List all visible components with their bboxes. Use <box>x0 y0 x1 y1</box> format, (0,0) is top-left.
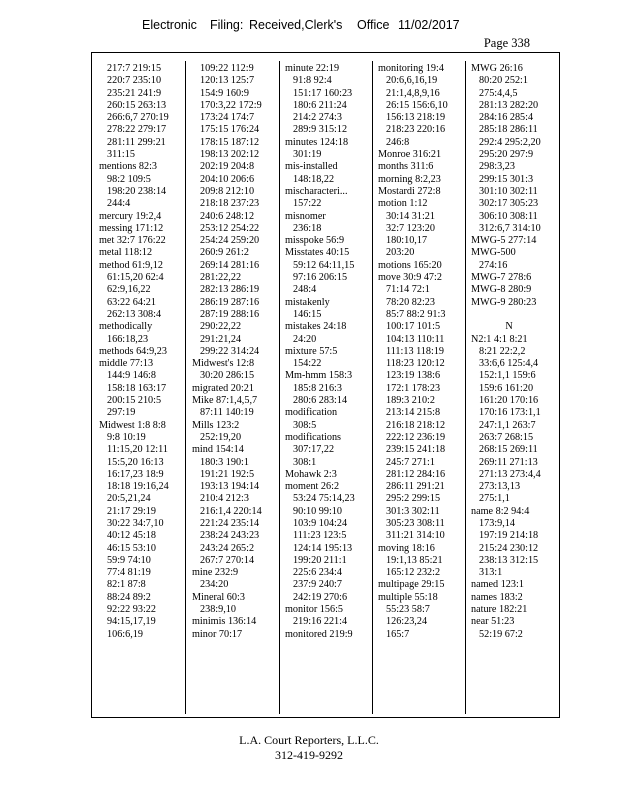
index-entry-refs: 30:22 34:7,10 <box>107 517 164 529</box>
index-entry-refs: 21:1,4,8,9,16 <box>386 87 440 99</box>
index-entry-refs: 209:8 212:10 <box>200 185 255 197</box>
index-entry-refs: 280:6 283:14 <box>293 395 348 407</box>
index-entry-refs: 144:9 146:8 <box>107 370 156 382</box>
index-entry: moment 26:2 <box>285 481 340 493</box>
index-entry-refs: 235:21 241:9 <box>107 87 162 99</box>
index-entry-refs: 94:15,17,19 <box>107 616 156 628</box>
index-entry-refs: 98:2 109:5 <box>107 173 151 185</box>
index-entry-refs: 159:6 161:20 <box>479 382 534 394</box>
index-entry: moving 18:16 <box>378 542 435 554</box>
index-entry: modifications <box>285 431 342 443</box>
index-entry-refs: 180:6 211:24 <box>293 99 347 111</box>
index-entry-refs: 202:19 204:8 <box>200 161 255 173</box>
index-entry-refs: 218:18 237:23 <box>200 198 260 210</box>
index-column-2 <box>187 63 282 717</box>
index-entry-refs: 62:9,16,22 <box>107 284 151 296</box>
index-entry-refs: 278:22 279:17 <box>107 124 167 136</box>
index-entry-refs: 305:23 308:11 <box>386 517 445 529</box>
index-entry-refs: 20:5,21,24 <box>107 493 151 505</box>
index-entry-refs: 292:4 295:2,20 <box>479 136 541 148</box>
index-entry-refs: 166:18,23 <box>107 333 149 345</box>
index-entry-refs: 215:24 230:12 <box>479 542 539 554</box>
index-entry-refs: 281:13 282:20 <box>479 99 539 111</box>
header-office: Office <box>357 18 390 32</box>
index-entry-refs: 225:6 234:4 <box>293 567 342 579</box>
index-entry-refs: 46:15 53:10 <box>107 542 156 554</box>
index-entry: monitoring 19:4 <box>378 63 444 74</box>
section-letter: N <box>505 321 513 333</box>
index-entry-refs: 281:11 299:21 <box>107 136 166 148</box>
index-entry <box>471 309 563 321</box>
index-entry-refs: 285:18 286:11 <box>479 124 538 136</box>
index-entry: nature 182:21 <box>471 604 528 616</box>
index-entry-refs: 240:6 248:12 <box>200 210 255 222</box>
index-entry-refs: 219:16 221:4 <box>293 616 348 628</box>
index-entry-refs: 189:3 210:2 <box>386 395 435 407</box>
index-entry-refs: 88:24 89:2 <box>107 591 151 603</box>
index-entry-refs: 216:18 218:12 <box>386 419 446 431</box>
index-entry: migrated 20:21 <box>192 382 254 394</box>
index-entry: mine 232:9 <box>192 567 239 579</box>
index-entry: messing 171:12 <box>99 222 164 234</box>
index-entry-refs: 53:24 75:14,23 <box>293 493 355 505</box>
index-entry-refs: 172:1 178:23 <box>386 382 441 394</box>
index-entry: minute 22:19 <box>285 63 340 74</box>
index-entry-refs: 197:19 214:18 <box>479 530 539 542</box>
index-entry-refs: 217:7 219:15 <box>107 63 162 74</box>
index-entry-refs: 313:1 <box>479 567 503 579</box>
index-entry-refs: 91:8 92:4 <box>293 75 332 87</box>
index-entry-refs: 63:22 64:21 <box>107 296 156 308</box>
index-entry-refs: 173:24 174:7 <box>200 112 255 124</box>
header-date: 11/02/2017 <box>398 18 460 32</box>
index-entry-refs: 238:24 243:23 <box>200 530 260 542</box>
index-entry: minor 70:17 <box>192 628 243 640</box>
index-entry: mistakenly <box>285 296 330 308</box>
index-entry-refs: 103:9 104:24 <box>293 517 348 529</box>
index-entry-refs: 170:3,22 172:9 <box>200 99 262 111</box>
index-entry: MWG-8 280:9 <box>471 284 532 296</box>
header-filing: Filing: <box>210 18 244 32</box>
index-entry-refs: 180:10,17 <box>386 235 428 247</box>
index-entry-refs: 154:22 <box>293 358 322 370</box>
index-entry-refs: 308:1 <box>293 456 317 468</box>
index-entry: N2:1 4:1 8:21 <box>471 333 528 345</box>
index-entry-refs: 173:9,14 <box>479 517 515 529</box>
index-entry-refs: 269:14 281:16 <box>200 259 260 271</box>
index-entry-refs: 238:9,10 <box>200 604 236 616</box>
index-entry: MWG-9 280:23 <box>471 296 537 308</box>
index-entry-refs: 82:1 87:8 <box>107 579 146 591</box>
header-electronic: Electronic <box>142 18 197 32</box>
index-entry-refs: 9:8 10:19 <box>107 431 146 443</box>
index-entry-refs: 157:22 <box>293 198 322 210</box>
index-entry-refs: 165:7 <box>386 628 410 640</box>
index-entry: near 51:23 <box>471 616 515 628</box>
index-entry-refs: 80:20 252:1 <box>479 75 528 87</box>
index-entry-refs: 52:19 67:2 <box>479 628 523 640</box>
index-entry-refs: 203:20 <box>386 247 415 259</box>
index-entry-refs: 204:10 206:6 <box>200 173 255 185</box>
index-entry-refs: 253:12 254:22 <box>200 222 260 234</box>
index-entry-refs: 118:23 120:12 <box>386 358 445 370</box>
index-entry: months 311:6 <box>378 161 434 173</box>
index-entry-refs: 161:20 170:16 <box>479 395 539 407</box>
index-entry-refs: 260:9 261:2 <box>200 247 249 259</box>
index-entry: mixture 57:5 <box>285 345 338 357</box>
index-entry-refs: 254:24 259:20 <box>200 235 260 247</box>
index-entry-refs: 180:3 190:1 <box>200 456 249 468</box>
index-entry: middle 77:13 <box>99 358 154 370</box>
index-entry-refs: 106:6,19 <box>107 628 143 640</box>
index-entry-refs: 32:7 123:20 <box>386 222 435 234</box>
index-entry-refs: 291:21,24 <box>200 333 242 345</box>
index-entry-refs: 158:18 163:17 <box>107 382 167 394</box>
index-entry-refs: 220:7 235:10 <box>107 75 162 87</box>
index-entry: MWG-500 <box>471 247 516 259</box>
index-entry-refs: 15:5,20 16:13 <box>107 456 164 468</box>
index-column-5 <box>466 63 563 717</box>
index-entry: met 32:7 176:22 <box>99 235 166 247</box>
index-entry-refs: 308:5 <box>293 419 317 431</box>
index-entry-refs: 218:23 220:16 <box>386 124 446 136</box>
index-entry-refs: 216:1,4 220:14 <box>200 505 262 517</box>
index-entry-refs: 111:13 118:19 <box>386 345 445 357</box>
index-entry-refs: 243:24 265:2 <box>200 542 255 554</box>
index-entry: Midwest 1:8 8:8 <box>99 419 166 431</box>
index-entry-refs: 298:3,23 <box>479 161 515 173</box>
index-entry: Mohawk 2:3 <box>285 468 337 480</box>
index-entry: minutes 124:18 <box>285 136 349 148</box>
index-entry-refs: 8:21 22:2,2 <box>479 345 526 357</box>
index-entry-refs: 21:17 29:19 <box>107 505 156 517</box>
index-entry-refs: 97:16 206:15 <box>293 272 348 284</box>
index-entry-refs: 71:14 72:1 <box>386 284 430 296</box>
index-entry-refs: 252:19,20 <box>200 431 242 443</box>
index-entry-refs: 40:12 45:18 <box>107 530 156 542</box>
index-entry-refs: 238:13 312:15 <box>479 554 539 566</box>
index-entry: metal 118:12 <box>99 247 153 259</box>
index-entry-refs: 275:4,4,5 <box>479 87 518 99</box>
index-entry: multiple 55:18 <box>378 591 438 603</box>
index-entry-refs: 61:15,20 62:4 <box>107 272 164 284</box>
index-entry-refs: 275:1,1 <box>479 493 510 505</box>
index-column-3 <box>280 63 375 717</box>
column-divider <box>185 61 186 714</box>
index-entry: mind 154:14 <box>192 444 244 456</box>
index-entry-refs: 151:17 160:23 <box>293 87 353 99</box>
index-entry-refs: 33:6,6 125:4,4 <box>479 358 539 370</box>
index-entry: Midwest's 12:8 <box>192 358 255 370</box>
index-entry-refs: 301:19 <box>293 149 322 161</box>
index-entry-refs: 311:15 <box>107 149 135 161</box>
index-entry-refs: 287:19 288:16 <box>200 308 260 320</box>
index-entry-refs: 30:14 31:21 <box>386 210 435 222</box>
index-entry-refs: 213:14 215:8 <box>386 407 441 419</box>
index-entry-refs: 120:13 125:7 <box>200 75 255 87</box>
index-entry-refs: 87:11 140:19 <box>200 407 254 419</box>
index-entry: motions 165:20 <box>378 259 442 271</box>
index-entry: method 61:9,12 <box>99 259 163 271</box>
index-entry: monitored 219:9 <box>285 628 353 640</box>
index-entry-refs: 312:6,7 314:10 <box>479 222 541 234</box>
index-column-1 <box>94 63 187 717</box>
index-entry-refs: 78:20 82:23 <box>386 296 435 308</box>
index-entry-refs: 307:17,22 <box>293 444 335 456</box>
index-entry: methods 64:9,23 <box>99 345 167 357</box>
index-entry-refs: 191:21 192:5 <box>200 468 255 480</box>
index-entry: Mike 87:1,4,5,7 <box>192 395 258 407</box>
index-entry-refs: 295:20 297:9 <box>479 149 534 161</box>
index-entry-refs: 236:18 <box>293 222 322 234</box>
index-entry: Mostardi 272:8 <box>378 185 441 197</box>
index-entry-refs: 248:4 <box>293 284 317 296</box>
index-entry-refs: 156:13 218:19 <box>386 112 446 124</box>
index-entry-refs: 19:1,13 85:21 <box>386 554 443 566</box>
index-entry: MWG 26:16 <box>471 63 523 74</box>
index-entry-refs: 284:16 285:4 <box>479 112 534 124</box>
index-entry-refs: 111:23 123:5 <box>293 530 347 542</box>
index-entry-refs: 77:4 81:19 <box>107 567 151 579</box>
index-entry: MWG-5 277:14 <box>471 235 537 247</box>
index-entry-refs: 246:8 <box>386 136 410 148</box>
index-entry-refs: 148:18,22 <box>293 173 335 185</box>
index-entry-refs: 262:13 308:4 <box>107 308 162 320</box>
index-entry-refs: 85:7 88:2 91:3 <box>386 308 446 320</box>
index-entry-refs: 11:15,20 12:11 <box>107 444 168 456</box>
index-entry-refs: 178:15 187:12 <box>200 136 260 148</box>
filing-header <box>0 18 618 38</box>
index-entry-refs: 281:22,22 <box>200 272 242 284</box>
index-entry-refs: 301:3 302:11 <box>386 505 440 517</box>
index-entry-refs: 245:7 271:1 <box>386 456 435 468</box>
index-frame <box>91 52 560 718</box>
index-entry-refs: 18:18 19:16,24 <box>107 481 169 493</box>
index-entry-refs: 290:22,22 <box>200 321 242 333</box>
index-entry-refs: 126:23,24 <box>386 616 428 628</box>
index-entry-refs: 289:9 315:12 <box>293 124 348 136</box>
index-entry: modification <box>285 407 338 419</box>
index-entry: mis-installed <box>285 161 338 173</box>
index-entry-refs: 199:20 211:1 <box>293 554 347 566</box>
index-entry-refs: 281:12 284:16 <box>386 468 446 480</box>
index-entry-refs: 295:2 299:15 <box>386 493 441 505</box>
index-entry-refs: 30:20 286:15 <box>200 370 255 382</box>
index-entry-refs: 273:13,13 <box>479 481 521 493</box>
index-entry-refs: 299:15 301:3 <box>479 173 534 185</box>
index-entry-refs: 59:9 74:10 <box>107 554 151 566</box>
index-entry-refs: 170:16 173:1,1 <box>479 407 541 419</box>
index-entry-refs: 109:22 112:9 <box>200 63 254 74</box>
index-entry: name 8:2 94:4 <box>471 505 530 517</box>
index-entry: Misstates 40:15 <box>285 247 350 259</box>
index-entry-refs: 239:15 241:18 <box>386 444 446 456</box>
index-entry-refs: 193:13 194:14 <box>200 481 260 493</box>
index-entry: motion 1:12 <box>378 198 428 210</box>
index-entry: Mineral 60:3 <box>192 591 245 603</box>
index-entry: names 183:2 <box>471 591 523 603</box>
index-entry: move 30:9 47:2 <box>378 272 442 284</box>
page-number: Page 338 <box>483 36 530 50</box>
index-entry-refs: 16:17,23 18:9 <box>107 468 164 480</box>
index-entry-refs: 247:1,1 263:7 <box>479 419 536 431</box>
index-entry: mistakes 24:18 <box>285 321 347 333</box>
index-entry: morning 8:2,23 <box>378 173 441 185</box>
index-entry-refs: 263:7 268:15 <box>479 431 534 443</box>
index-entry-refs: 242:19 270:6 <box>293 591 348 603</box>
index-entry-refs: 146:15 <box>293 308 322 320</box>
index-entry: Mm-hmm 158:3 <box>285 370 353 382</box>
index-entry-refs: 260:15 263:13 <box>107 99 167 111</box>
index-entry-refs: 266:6,7 270:19 <box>107 112 169 124</box>
index-entry-refs: 286:11 291:21 <box>386 481 445 493</box>
index-entry-refs: 267:7 270:14 <box>200 554 255 566</box>
index-entry: multipage 29:15 <box>378 579 445 591</box>
index-entry-refs: 152:1,1 159:6 <box>479 370 536 382</box>
footer-company: L.A. Court Reporters, L.L.C. <box>239 733 379 747</box>
index-entry-refs: 302:17 305:23 <box>479 198 539 210</box>
index-entry-refs: 237:9 240:7 <box>293 579 342 591</box>
index-entry-refs: 20:6,6,16,19 <box>386 75 438 87</box>
index-entry-refs: 222:12 236:19 <box>386 431 446 443</box>
index-entry-refs: 269:11 271:13 <box>479 456 538 468</box>
index-entry-refs: 311:21 314:10 <box>386 530 445 542</box>
footer-phone: 312-419-9292 <box>275 748 343 762</box>
index-entry: mercury 19:2,4 <box>99 210 162 222</box>
index-entry-refs: 244:4 <box>107 198 131 210</box>
index-entry: methodically <box>99 321 153 333</box>
index-entry: minimis 136:14 <box>192 616 257 628</box>
index-entry-refs: 123:19 138:6 <box>386 370 441 382</box>
header-received: Received,Clerk's <box>249 18 343 32</box>
index-entry-refs: 90:10 99:10 <box>293 505 342 517</box>
index-entry-refs: 26:15 156:6,10 <box>386 99 448 111</box>
index-entry: MWG-7 278:6 <box>471 272 532 284</box>
index-entry-refs: 198:20 238:14 <box>107 185 167 197</box>
index-entry-refs: 268:15 269:11 <box>479 444 538 456</box>
index-entry-refs: 154:9 160:9 <box>200 87 249 99</box>
index-entry-refs: 234:20 <box>200 579 229 591</box>
index-entry-refs: 175:15 176:24 <box>200 124 260 136</box>
index-entry-refs: 301:10 302:11 <box>479 185 538 197</box>
index-entry-refs: 221:24 235:14 <box>200 517 260 529</box>
index-entry-refs: 24:20 <box>293 333 317 345</box>
index-entry: monitor 156:5 <box>285 604 344 616</box>
index-entry-refs: 198:13 202:12 <box>200 149 260 161</box>
index-entry-refs: 185:8 216:3 <box>293 382 342 394</box>
index-entry-refs: 282:13 286:19 <box>200 284 260 296</box>
index-entry-refs: 297:19 <box>107 407 136 419</box>
index-entry-refs: 92:22 93:22 <box>107 604 156 616</box>
index-entry: named 123:1 <box>471 579 524 591</box>
index-entry: misspoke 56:9 <box>285 235 345 247</box>
index-entry-refs: 100:17 101:5 <box>386 321 441 333</box>
index-entry-refs: 59:12 64:11,15 <box>293 259 355 271</box>
index-entry-refs: 274:16 <box>479 259 508 271</box>
index-entry-refs: 104:13 110:11 <box>386 333 445 345</box>
index-entry-refs: 299:22 314:24 <box>200 345 260 357</box>
index-entry: misnomer <box>285 210 326 222</box>
index-entry-refs: 271:13 273:4,4 <box>479 468 541 480</box>
index-entry: mentions 82:3 <box>99 161 158 173</box>
index-entry: Monroe 316:21 <box>378 149 442 161</box>
index-entry-refs: 165:12 232:2 <box>386 567 441 579</box>
index-entry-refs: 124:14 195:13 <box>293 542 353 554</box>
index-entry-refs: 306:10 308:11 <box>479 210 538 222</box>
index-entry: mischaracteri... <box>285 185 348 197</box>
index-entry-refs: 55:23 58:7 <box>386 604 430 616</box>
index-entry-refs: 200:15 210:5 <box>107 395 162 407</box>
index-entry-refs: 210:4 212:3 <box>200 493 249 505</box>
index-entry-refs: 286:19 287:16 <box>200 296 260 308</box>
index-column-4 <box>373 63 468 717</box>
index-entry-refs: 214:2 274:3 <box>293 112 342 124</box>
index-entry: Mills 123:2 <box>192 419 240 431</box>
